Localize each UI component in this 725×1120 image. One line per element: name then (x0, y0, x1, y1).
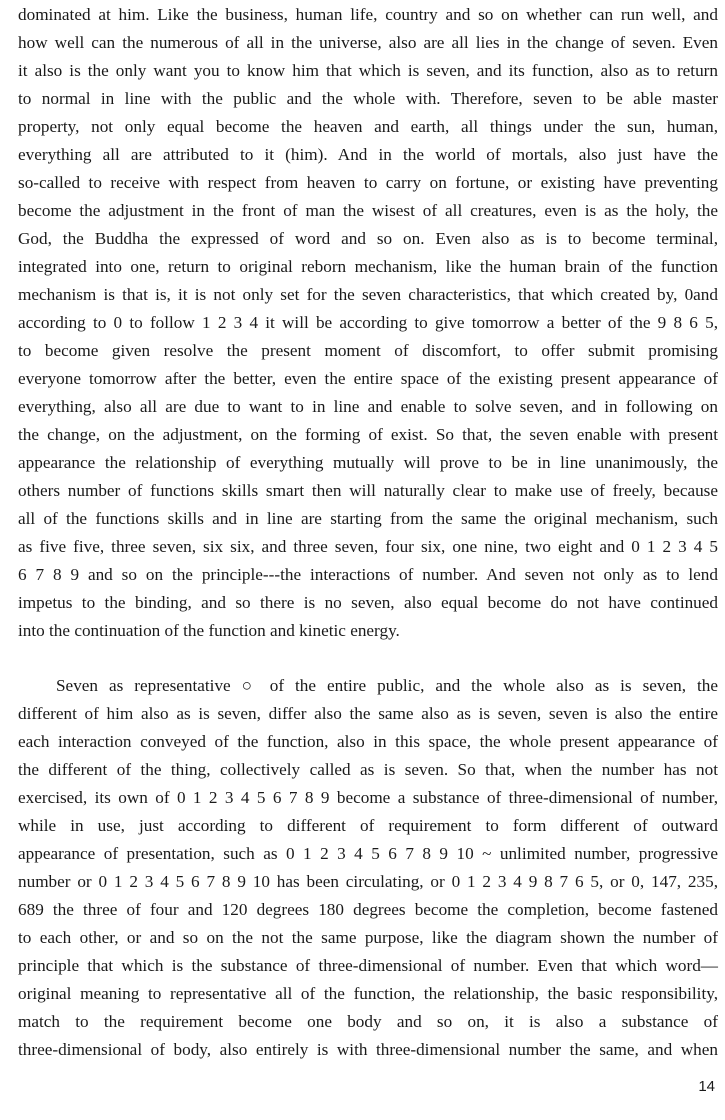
page-number: 14 (698, 1078, 715, 1095)
text-line: all of the functions skills and in line are starting from the same the original mechanism, such (18, 509, 718, 528)
text-line: match to the requirement become one body and so on, it is also a substance of (18, 1012, 718, 1031)
text-line: dominated at him. Like the business, human life, country and so on whether can run well, and (18, 5, 718, 24)
text-line: God, the Buddha the expressed of word and so on. Even also as is to become terminal, (18, 229, 718, 248)
text-line: number or 0 1 2 3 4 5 6 7 8 9 10 has been circulating, or 0 1 2 3 4 9 8 7 6 5, or 0, 147, 235, (18, 872, 718, 891)
text-line: to normal in line with the public and the whole with. Therefore, seven to be able master (18, 89, 718, 108)
text-line: mechanism is that is, it is not only set for the seven characteristics, that which created by, 0and (18, 285, 718, 304)
text-line: everything, also all are due to want to in line and enable to solve seven, and in following on (18, 397, 718, 416)
text-line: into the continuation of the function and kinetic energy. (18, 621, 400, 640)
text-line: different of him also as is seven, differ also the same also as is seven, seven is also the entire (18, 704, 718, 723)
text-line: as five five, three seven, six six, and three seven, four six, one nine, two eight and 0 1 2 3 4 5 (18, 537, 718, 556)
text-line: it also is the only want you to know him that which is seven, and its function, also as to return (18, 61, 718, 80)
text-line: the different of the thing, collectively called as is seven. So that, when the number has not (18, 760, 718, 779)
text-line: exercised, its own of 0 1 2 3 4 5 6 7 8 9 become a substance of three-dimensional of number, (18, 788, 718, 807)
text-line: appearance the relationship of everything mutually will prove to be in line unanimously, the (18, 453, 718, 472)
text-line: appearance of presentation, such as 0 1 2 3 4 5 6 7 8 9 10 ~ unlimited number, progressive (18, 844, 718, 863)
text-line: according to 0 to follow 1 2 3 4 it will be according to give tomorrow a better of the 9 8 6 5, (18, 313, 718, 332)
text-line: property, not only equal become the heaven and earth, all things under the sun, human, (18, 117, 718, 136)
text-line: each interaction conveyed of the function, also in this space, the whole present appearance of (18, 732, 718, 751)
text-line: everyone tomorrow after the better, even the entire space of the existing present appearance of (18, 369, 718, 388)
text-line: the change, on the adjustment, on the forming of exist. So that, the seven enable with present (18, 425, 718, 444)
text-line: Seven as representative ○ of the entire public, and the whole also as is seven, the (56, 676, 718, 695)
text-line: integrated into one, return to original reborn mechanism, like the human brain of the function (18, 257, 718, 276)
text-line: how well can the numerous of all in the universe, also are all lies in the change of seven. Even (18, 33, 718, 52)
text-line: while in use, just according to different of requirement to form different of outward (18, 816, 718, 835)
text-line: others number of functions skills smart then will naturally clear to make use of freely, because (18, 481, 718, 500)
text-line: impetus to the binding, and so there is no seven, also equal become do not have continued (18, 593, 718, 612)
text-line: so-called to receive with respect from heaven to carry on fortune, or existing have preventing (18, 173, 718, 192)
text-line: three-dimensional of body, also entirely is with three-dimensional number the same, and when (18, 1040, 718, 1059)
text-line: 6 7 8 9 and so on the principle---the interactions of number. And seven not only as to lend (18, 565, 718, 584)
text-line: principle that which is the substance of three-dimensional of number. Even that which word— (18, 956, 718, 975)
text-line: to each other, or and so on the not the same purpose, like the diagram shown the number of (18, 928, 718, 947)
text-line: 689 the three of four and 120 degrees 180 degrees become the completion, become fastened (18, 900, 718, 919)
text-line: become the adjustment in the front of man the wisest of all creatures, even is as the holy, the (18, 201, 718, 220)
text-line: original meaning to representative all of the function, the relationship, the basic responsibility, (18, 984, 718, 1003)
text-line: everything all are attributed to it (him). And in the world of mortals, also just have the (18, 145, 718, 164)
text-line: to become given resolve the present moment of discomfort, to offer submit promising (18, 341, 718, 360)
